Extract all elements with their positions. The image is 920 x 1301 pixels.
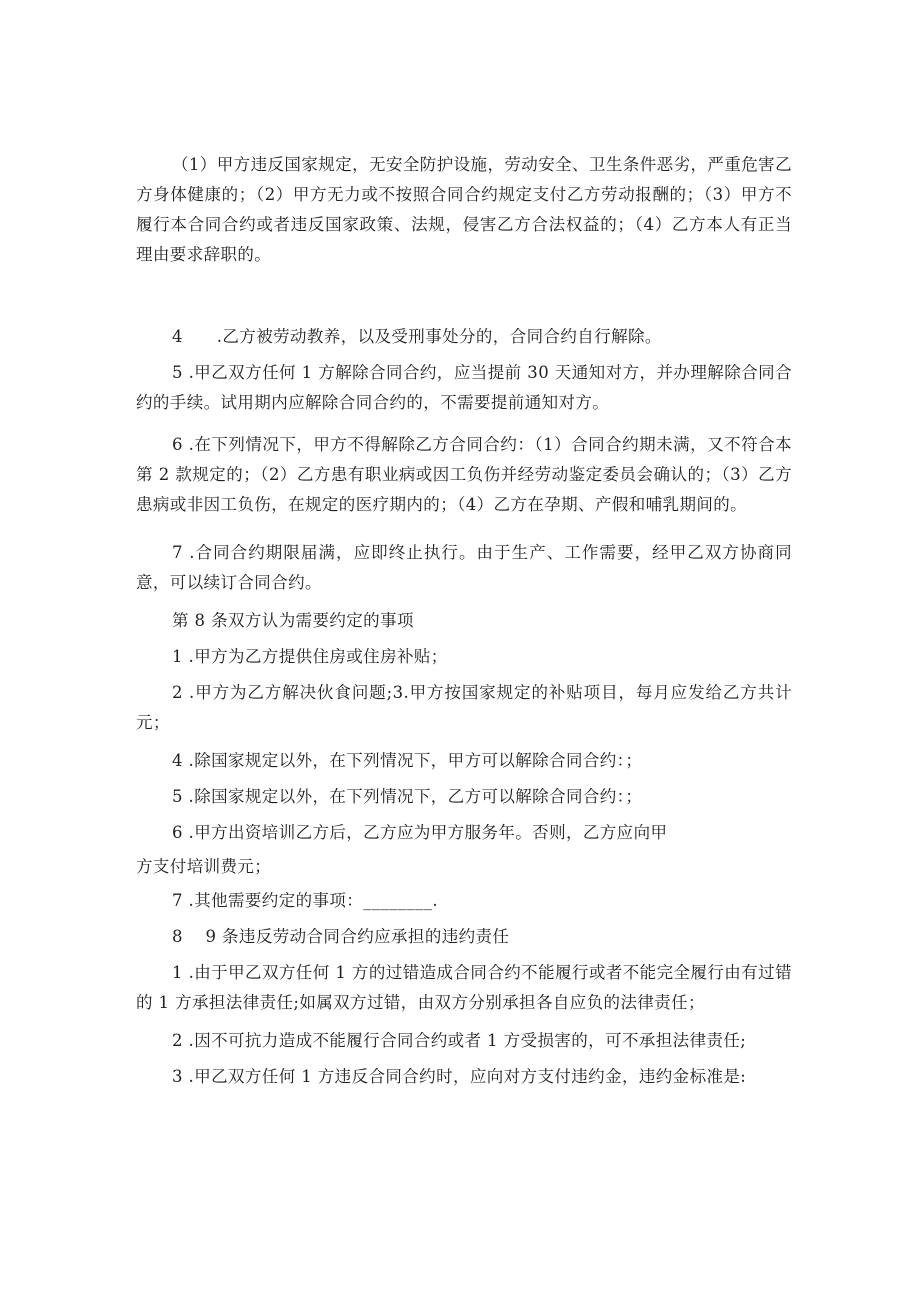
paragraph-article8-item-6-continued: 方支付培训费元； bbox=[136, 857, 272, 876]
section-heading-article-8: 第 8 条双方认为需要约定的事项 bbox=[172, 611, 414, 630]
paragraph-article8-item-5: 5 .除国家规定以外，在下列情况下，乙方可以解除合同合约：； bbox=[172, 787, 643, 806]
paragraph-clause-6: 6 .在下列情况下，甲方不得解除乙方合同合约：（1）合同合约期未满，又不符合本第 2 款规定的；（2）乙方患有职业病或因工负伤并经劳动鉴定委员会确认的；（3）乙方患病或非因工负伤，在规定的医疗期内的；（4）乙方在孕期、产假和哺乳期间的。 bbox=[136, 435, 792, 514]
paragraph-article9-item-2: 2 .因不可抗力造成不能履行合同合约或者 1 方受损害的，可不承担法律责任; bbox=[172, 1031, 747, 1050]
paragraph-article8-item-6: 6 .甲方出资培训乙方后，乙方应为甲方服务年。否则，乙方应向甲 bbox=[172, 823, 668, 842]
paragraph-article9-item-3: 3 .甲乙双方任何 1 方违反合同合约时，应向对方支付违约金，违约金标准是: bbox=[172, 1067, 747, 1086]
paragraph-article8-item-4: 4 .除国家规定以外，在下列情况下，甲方可以解除合同合约：； bbox=[172, 751, 643, 770]
paragraph-article8-item-7: 7 .其他需要约定的事项：________. bbox=[172, 891, 439, 910]
paragraph-clause-7: 7 .合同合约期限届满，应即终止执行。由于生产、工作需要，经甲乙双方协商同意，可以续订合同合约。 bbox=[136, 543, 792, 592]
paragraph-article8-item-1: 1 .甲方为乙方提供住房或住房补贴； bbox=[172, 647, 448, 666]
paragraph-clause-5: 5 .甲乙双方任何 1 方解除合同合约，应当提前 30 天通知对方，并办理解除合同合约的手续。试用期内应解除合同合约的，不需要提前通知对方。 bbox=[136, 363, 792, 412]
paragraph-termination-conditions: （1）甲方违反国家规定，无安全防护设施，劳动安全、卫生条件恶劣，严重危害乙方身体健康的；（2）甲方无力或不按照合同合约规定支付乙方劳动报酬的；（3）甲方不履行本合同合约或者违反国家政策、法规，侵害乙方合法权益的；（4）乙方本人有正当理由要求辞职的。 bbox=[136, 155, 792, 264]
paragraph-article9-item-1: 1 .由于甲乙双方任何 1 方的过错造成合同合约不能履行或者不能完全履行由有过错的 1 方承担法律责任;如属双方过错，由双方分别承担各自应负的法律责任； bbox=[136, 963, 792, 1012]
section-heading-article-9: 8 9 条违反劳动合同合约应承担的违约责任 bbox=[172, 927, 510, 946]
paragraph-article8-item-2: 2 .甲方为乙方解决伙食问题;3.甲方按国家规定的补贴项目，每月应发给乙方共计元； bbox=[136, 683, 792, 732]
paragraph-clause-4: 4 .乙方被劳动教养，以及受刑事处分的，合同合约自行解除。 bbox=[172, 327, 662, 346]
